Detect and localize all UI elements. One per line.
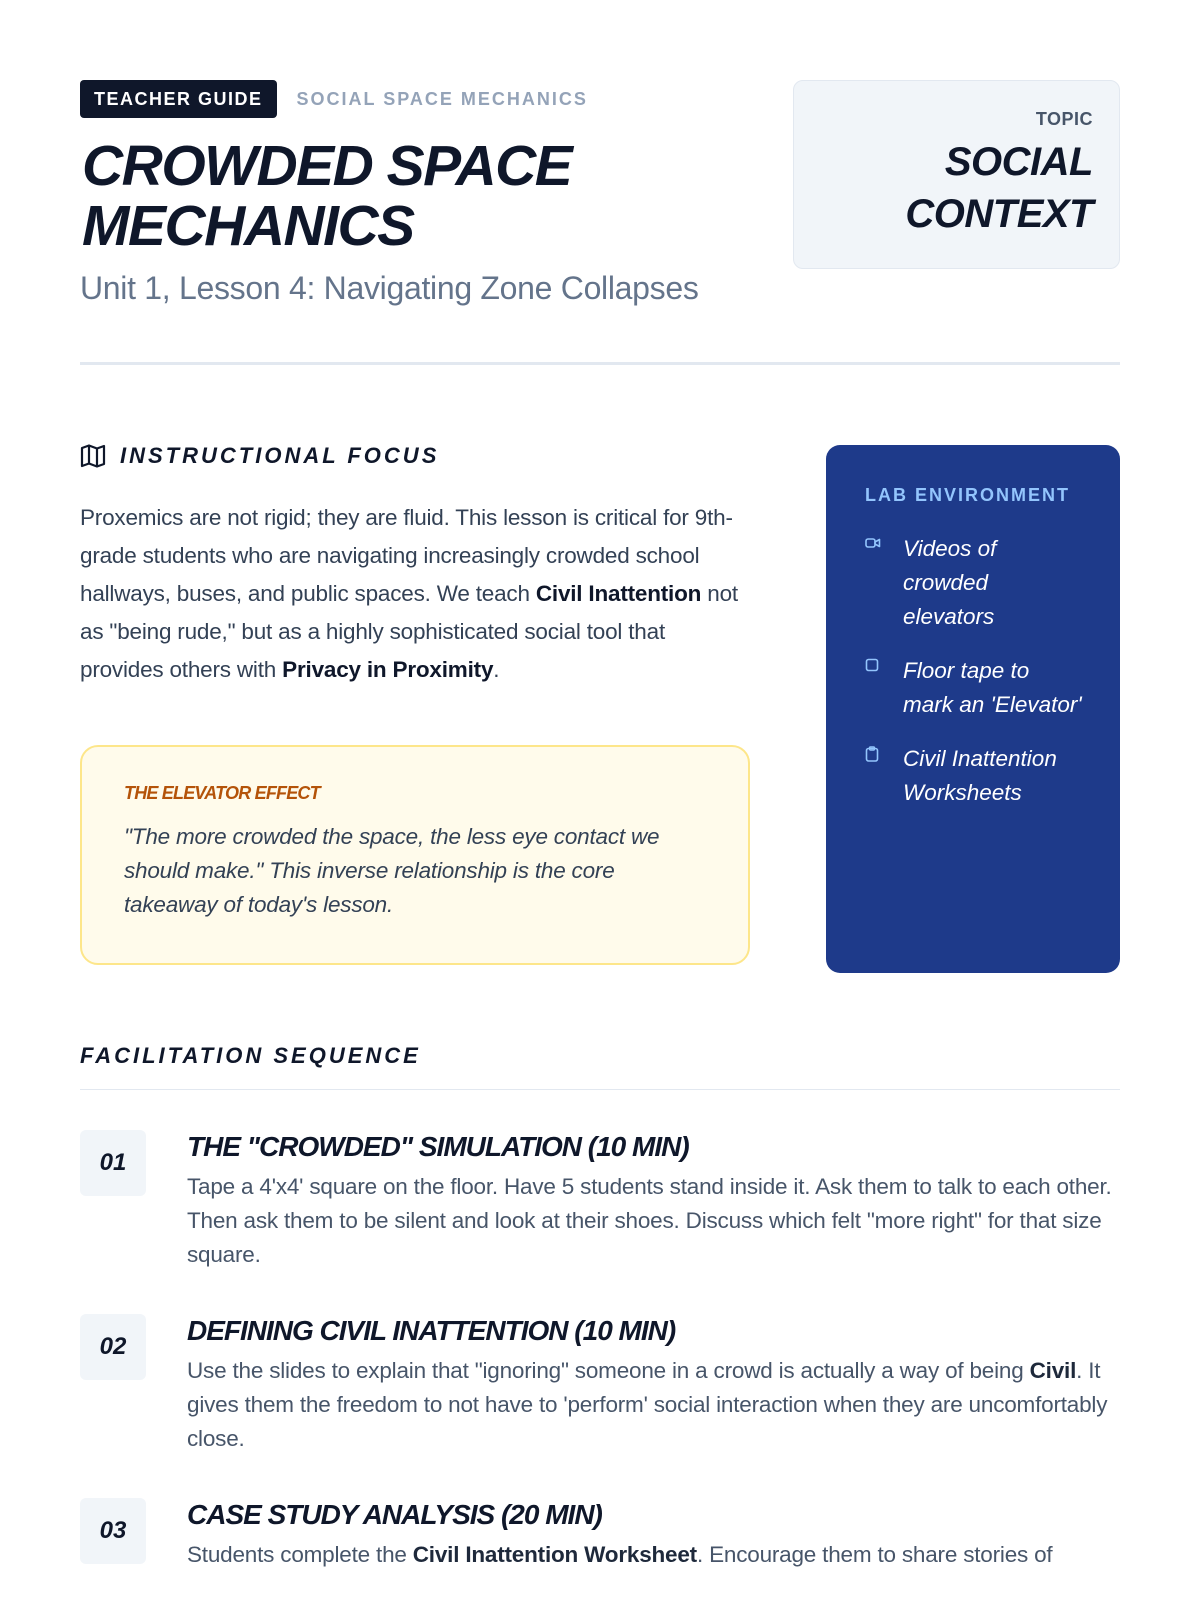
focus-text-part-1: Proxemics are not rigid; they are fluid. This lesson is critical for 9th-grade students who are navigating increasingly crowded school hallways, buses, and public spaces. We teach [80, 505, 733, 606]
teacher-guide-badge: TEACHER GUIDE [80, 80, 277, 118]
step-text [187, 1170, 1120, 1272]
step-number: 01 [80, 1130, 146, 1196]
step-item [80, 1130, 1120, 1272]
instructional-focus [80, 443, 750, 689]
lab-environment-card [826, 445, 1120, 973]
lab-environment-title: LAB ENVIRONMENT [865, 485, 1070, 505]
step-body [187, 1498, 1120, 1572]
focus-section [80, 365, 1120, 965]
topic-label: TOPIC [1035, 109, 1093, 129]
lab-environment-list [865, 532, 1090, 810]
step-body [187, 1314, 1120, 1456]
facilitation-sequence [80, 1043, 1120, 1572]
callout-text: "The more crowded the space, the less eye contact we should make." This inverse relationship is the core takeaway of today's lesson. [124, 824, 660, 917]
instructional-focus-text [80, 499, 750, 689]
page-title: CROWDED SPACE MECHANICS [82, 134, 572, 258]
focus-text-part-3: . [493, 657, 500, 682]
list-item [865, 532, 1090, 634]
step-title: DEFINING CIVIL INATTENTION (10 MIN) [187, 1315, 676, 1346]
page-header [80, 80, 1120, 365]
video-icon [865, 532, 903, 554]
step-number: 03 [80, 1498, 146, 1564]
step-text-part-1: Tape a 4'x4' square on the floor. Have 5 students stand inside it. Ask them to talk to each other. Then ask them to be silent and look at their shoes. Discuss which felt "more right" for that size square. [187, 1174, 1112, 1267]
step-text-bold: Civil [1029, 1358, 1077, 1383]
topic-card [793, 80, 1120, 269]
callout-title: THE ELEVATOR EFFECT [124, 783, 320, 803]
step-item [80, 1498, 1120, 1572]
topic-value [794, 136, 1093, 240]
instructional-focus-heading [80, 443, 750, 469]
focus-bold-civil-inattention: Civil Inattention [535, 581, 702, 606]
topic-value-line-2: CONTEXT [905, 192, 1093, 236]
lab-item-label: Videos of crowded elevators [903, 536, 997, 629]
list-item [865, 742, 1090, 810]
step-text [187, 1538, 1120, 1572]
step-text-part-2: . It gives them the freedom to not have to 'perform' social interaction when they are uncomfortably close. [187, 1358, 1108, 1451]
step-number: 02 [80, 1314, 146, 1380]
lab-item-label: Civil Inattention Worksheets [903, 746, 1057, 805]
step-text-part-1: Students complete the [187, 1542, 413, 1567]
focus-text-part-2: not as "being rude," but as a highly sophisticated social tool that provides others with [80, 581, 738, 682]
focus-bold-privacy: Privacy in Proximity [282, 657, 494, 682]
step-text-bold: Civil Inattention Worksheet [412, 1542, 697, 1567]
eyebrow-row [80, 80, 588, 118]
step-text-part-1: Use the slides to explain that "ignoring" someone in a crowd is actually a way of being [187, 1358, 1030, 1383]
square-icon [865, 654, 903, 677]
lab-item-label: Floor tape to mark an 'Elevator' [903, 658, 1082, 717]
step-text-part-2: . Encourage them to share stories of [696, 1542, 1053, 1567]
map-icon [80, 444, 106, 468]
topic-value-line-1: SOCIAL [944, 140, 1093, 184]
page-subtitle: Unit 1, Lesson 4: Navigating Zone Collapses [80, 270, 699, 306]
step-body [187, 1130, 1120, 1272]
elevator-effect-callout [80, 745, 750, 965]
step-item [80, 1314, 1120, 1456]
step-text [187, 1354, 1120, 1456]
instructional-focus-heading-text: INSTRUCTIONAL FOCUS [120, 443, 440, 468]
step-title: CASE STUDY ANALYSIS (20 MIN) [187, 1499, 602, 1530]
list-item [865, 654, 1090, 722]
facilitation-heading: FACILITATION SEQUENCE [80, 1043, 1120, 1090]
clipboard-icon [865, 742, 903, 767]
step-title: THE "CROWDED" SIMULATION (10 MIN) [187, 1131, 689, 1162]
eyebrow-label: SOCIAL SPACE MECHANICS [296, 88, 588, 109]
